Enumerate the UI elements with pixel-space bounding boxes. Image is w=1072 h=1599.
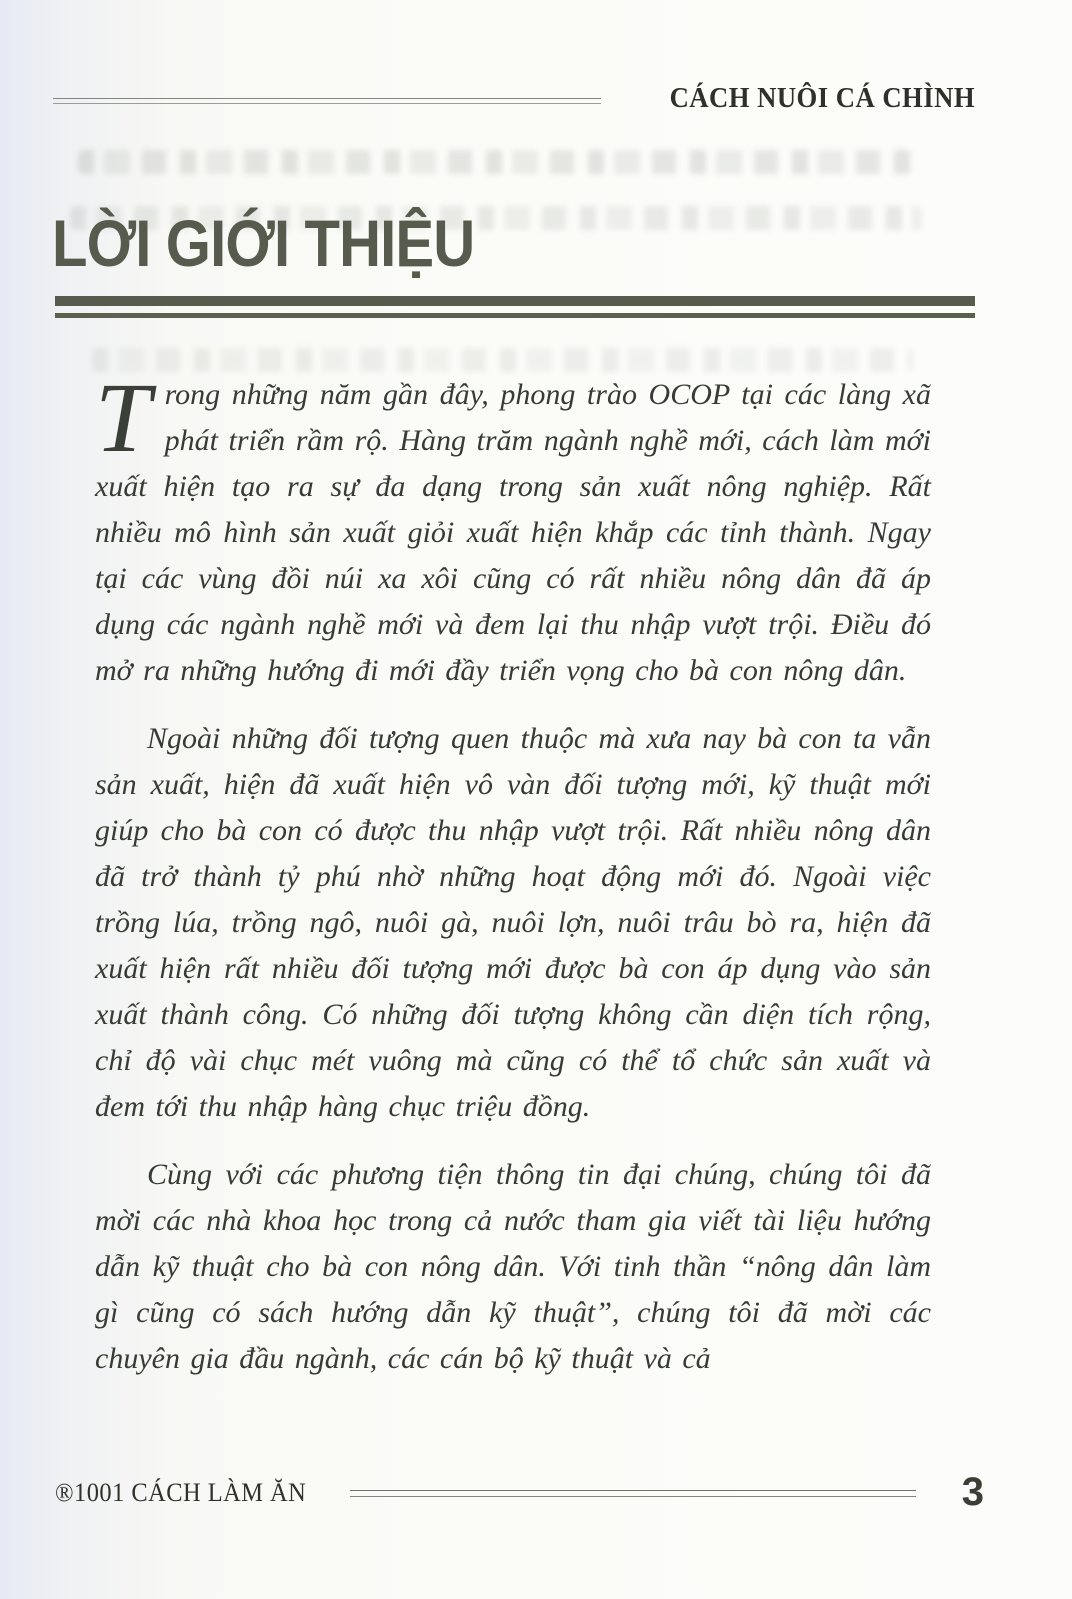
chapter-title-rules bbox=[55, 296, 975, 318]
page-header bbox=[53, 82, 975, 115]
running-head-book-title: CÁCH NUÔI CÁ CHÌNH bbox=[669, 82, 975, 114]
header-rule bbox=[53, 98, 601, 104]
page-footer bbox=[55, 1470, 984, 1515]
series-imprint: ®1001 CÁCH LÀM ĂN bbox=[55, 1477, 307, 1507]
bleed-through-text-line bbox=[92, 348, 912, 372]
paragraph-1-text: rong những năm gần đây, phong trào OCOP tại các làng xã phát triển rầm rộ. Hàng trăm ngành nghề mới, cách làm mới xuất hiện tạo ra sự đa dạng trong sản xuất nông nghiệp. Rất nhiều mô hình sản xuất giỏi xuất hiện khắp các tỉnh thành. Ngay tại các vùng đồi núi xa xôi cũng có rất nhiều nông dân đã áp dụng các ngành nghề mới và đem lại thu nhập vượt trội. Điều đó mở ra những hướng đi mới đầy triển vọng cho bà con nông dân. bbox=[95, 378, 931, 687]
bleed-through-text-line bbox=[78, 150, 920, 174]
footer-rule bbox=[350, 1490, 916, 1497]
paragraph-3: Cùng với các phương tiện thông tin đại chúng, chúng tôi đã mời các nhà khoa học trong cả nước tham gia viết tài liệu hướng dẫn kỹ thuật cho bà con nông dân. Với tinh thần “nông dân làm gì cũng có sách hướng dẫn kỹ thuật”, chúng tôi đã mời các chuyên gia đầu ngành, các cán bộ kỹ thuật và cả bbox=[95, 1158, 931, 1375]
thin-rule bbox=[55, 313, 975, 318]
paragraph-1 bbox=[95, 362, 931, 694]
drop-cap: T bbox=[95, 362, 151, 473]
body-text bbox=[95, 362, 931, 1382]
paragraph-2: Ngoài những đối tượng quen thuộc mà xưa nay bà con ta vẫn sản xuất, hiện đã xuất hiện vô vàn đối tượng mới, kỹ thuật mới giúp cho bà con có được thu nhập vượt trội. Rất nhiều nông dân đã trở thành tỷ phú nhờ những hoạt động mới đó. Ngoài việc trồng lúa, trồng ngô, nuôi gà, nuôi lợn, nuôi trâu bò ra, hiện đã xuất hiện rất nhiều đối tượng mới được bà con áp dụng vào sản xuất thành công. Có những đối tượng không cần diện tích rộng, chỉ độ vài chục mét vuông mà cũng có thể tổ chức sản xuất và đem tới thu nhập hàng chục triệu đồng. bbox=[95, 722, 931, 1123]
thick-rule bbox=[55, 296, 975, 306]
page-number: 3 bbox=[961, 1470, 984, 1514]
chapter-title: LỜI GIỚI THIỆU bbox=[52, 206, 475, 280]
